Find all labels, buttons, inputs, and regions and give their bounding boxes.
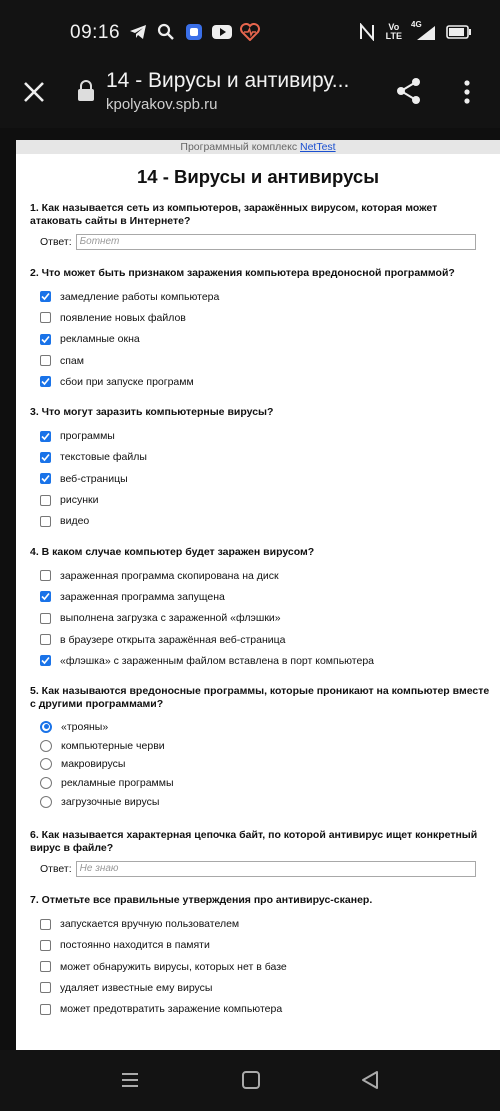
checkbox[interactable] <box>40 312 51 323</box>
share-icon[interactable] <box>395 76 423 106</box>
option-label: замедление работы компьютера <box>60 290 220 303</box>
question-text: 3. Что могут заразить компьютерные вирусы? <box>30 406 274 419</box>
radio-option[interactable] <box>40 736 490 755</box>
more-vert-icon[interactable] <box>455 78 479 106</box>
checkbox[interactable] <box>40 591 51 602</box>
checkbox[interactable] <box>40 940 51 951</box>
page-title: 14 - Вирусы и антивирусы <box>137 166 379 187</box>
health-icon <box>240 22 260 42</box>
checkbox[interactable] <box>40 516 51 527</box>
nettest-link[interactable]: NetTest <box>300 141 336 153</box>
battery-icon <box>446 22 472 42</box>
checkbox[interactable] <box>40 570 51 581</box>
radio-option[interactable] <box>40 774 490 793</box>
question-6 <box>30 829 490 877</box>
option-label: зараженная программа запущена <box>60 590 225 603</box>
radio-button[interactable] <box>40 721 52 733</box>
checkbox-option[interactable] <box>40 468 490 489</box>
checkbox-option[interactable] <box>40 425 490 446</box>
checkbox[interactable] <box>40 495 51 506</box>
lock-icon[interactable] <box>77 80 95 102</box>
option-label: «трояны» <box>61 720 109 733</box>
option-label: постоянно находится в памяти <box>60 939 210 952</box>
checkbox-option[interactable] <box>40 935 490 956</box>
checkbox[interactable] <box>40 1004 51 1015</box>
option-label: рекламные окна <box>60 333 140 346</box>
browser-url[interactable]: kpolyakov.spb.ru <box>106 96 218 113</box>
option-label: видео <box>60 515 90 528</box>
option-label: спам <box>60 354 84 367</box>
header-prefix: Программный комплекс <box>180 141 300 153</box>
nav-home-icon[interactable] <box>241 1070 261 1090</box>
checkbox-option[interactable] <box>40 371 490 392</box>
signal-icon <box>411 22 437 42</box>
checkbox-option[interactable] <box>40 999 490 1020</box>
question-text: 1. Как называется сеть из компьютеров, заражённых вирусом, которая может атаковать сайты в Интернете? <box>30 202 438 227</box>
option-label: запускается вручную пользователем <box>60 918 240 931</box>
option-label: удаляет известные ему вирусы <box>60 981 213 994</box>
option-label: рекламные программы <box>61 777 174 790</box>
radio-button[interactable] <box>40 740 52 752</box>
search-icon <box>156 22 176 42</box>
question-text: 5. Как называются вредоносные программы, которые проникают на компьютер вместе с другими программами? <box>30 685 490 711</box>
question-text: 4. В каком случае компьютер будет заражен вирусом? <box>30 545 315 558</box>
checkbox-option[interactable] <box>40 565 490 586</box>
question-2 <box>30 267 490 392</box>
option-label: рисунки <box>60 494 99 507</box>
option-label: выполнена загрузка с зараженной «флэшки» <box>60 612 281 625</box>
checkbox[interactable] <box>40 982 51 993</box>
checkbox[interactable] <box>40 355 51 366</box>
nfc-icon <box>357 22 377 42</box>
checkbox[interactable] <box>40 376 51 387</box>
checkbox[interactable] <box>40 613 51 624</box>
option-label: появление новых файлов <box>60 311 186 324</box>
checkbox-option[interactable] <box>40 329 490 350</box>
browser-page-title: 14 - Вирусы и антивиру... <box>106 69 350 92</box>
status-bar <box>0 0 500 66</box>
answer-label: Ответ: <box>40 236 72 248</box>
checkbox-option[interactable] <box>40 650 490 671</box>
answer-input[interactable]: Ботнет <box>76 234 476 250</box>
checkbox-option[interactable] <box>40 350 490 371</box>
option-label: компьютерные черви <box>61 739 165 752</box>
checkbox[interactable] <box>40 452 51 463</box>
option-label: может обнаружить вирусы, которых нет в базе <box>60 960 287 973</box>
radio-option[interactable] <box>40 793 490 812</box>
option-label: загрузочные вирусы <box>61 796 160 809</box>
checkbox-option[interactable] <box>40 977 490 998</box>
question-text: 2. Что может быть признаком заражения компьютера вредоносной программой? <box>30 267 455 279</box>
question-1 <box>30 202 490 250</box>
question-5 <box>30 685 490 811</box>
checkbox[interactable] <box>40 961 51 972</box>
browser-toolbar <box>0 66 500 128</box>
checkbox[interactable] <box>40 334 51 345</box>
option-label: может предотвратить заражение компьютера <box>60 1003 283 1016</box>
question-3 <box>30 406 490 531</box>
answer-label: Ответ: <box>40 863 72 876</box>
checkbox-option[interactable] <box>40 608 490 629</box>
radio-button[interactable] <box>40 758 52 770</box>
checkbox[interactable] <box>40 919 51 930</box>
question-7 <box>30 894 490 1019</box>
radio-button[interactable] <box>40 777 52 789</box>
checkbox[interactable] <box>40 473 51 484</box>
option-label: макровирусы <box>61 758 126 771</box>
option-label: «флэшка» с зараженным файлом вставлена в порт компьютера <box>60 654 375 667</box>
network-type: 4G <box>411 20 422 29</box>
volte-bottom: LTE <box>385 31 402 41</box>
option-label: программы <box>60 430 115 443</box>
web-content <box>16 140 500 1050</box>
site-header-band <box>16 140 500 154</box>
question-4 <box>30 546 490 671</box>
checkbox-option[interactable] <box>40 586 490 607</box>
system-nav-bar <box>0 1050 500 1111</box>
option-label: в браузере открыта заражённая веб-страница <box>60 633 286 646</box>
radio-option[interactable] <box>40 755 490 774</box>
youtube-icon <box>212 22 232 42</box>
checkbox-option[interactable] <box>40 447 490 468</box>
nav-back-icon[interactable] <box>360 1070 380 1090</box>
app-icon <box>184 22 204 42</box>
radio-option[interactable] <box>40 717 490 736</box>
checkbox-option[interactable] <box>40 489 490 510</box>
checkbox[interactable] <box>40 291 51 302</box>
checkbox-option[interactable] <box>40 511 490 532</box>
nav-menu-icon[interactable] <box>120 1070 140 1090</box>
checkbox-option[interactable] <box>40 913 490 934</box>
status-time: 09:16 <box>70 22 121 43</box>
checkbox[interactable] <box>40 431 51 442</box>
radio-button[interactable] <box>40 796 52 808</box>
question-text: 7. Отметьте все правильные утверждения про антивирус-сканер. <box>30 894 373 907</box>
option-label: сбои при запуске программ <box>60 375 194 388</box>
checkbox[interactable] <box>40 634 51 645</box>
checkbox-option[interactable] <box>40 307 490 328</box>
checkbox[interactable] <box>40 655 51 666</box>
close-icon[interactable] <box>20 78 48 106</box>
checkbox-option[interactable] <box>40 956 490 977</box>
option-label: веб-страницы <box>60 472 128 485</box>
question-text: 6. Как называется характерная цепочка байт, по которой антивирус ищет конкретный вирус в файле? <box>30 829 478 855</box>
checkbox-option[interactable] <box>40 286 490 307</box>
answer-input[interactable]: Не знаю <box>76 861 476 877</box>
volte-indicator <box>386 23 402 41</box>
option-label: зараженная программа скопирована на диск <box>60 569 279 582</box>
option-label: текстовые файлы <box>60 451 147 464</box>
checkbox-option[interactable] <box>40 629 490 650</box>
volte-top: Vo <box>388 22 400 32</box>
telegram-icon <box>128 22 148 42</box>
